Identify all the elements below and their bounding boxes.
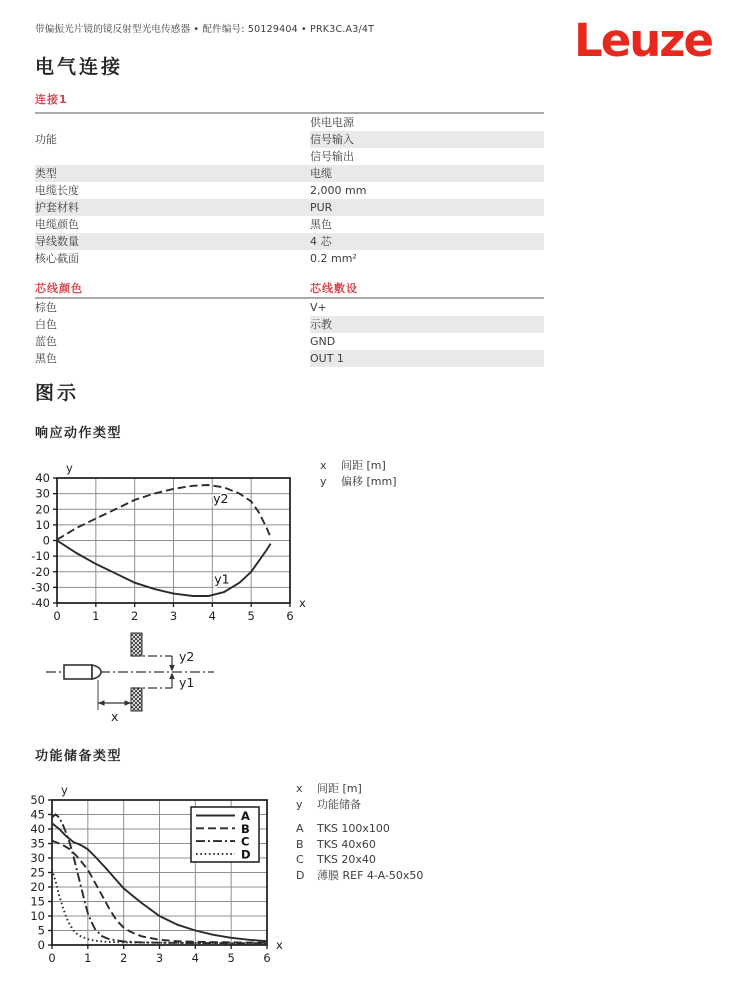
svg-text:40: 40: [35, 471, 50, 485]
svg-text:D: D: [241, 847, 251, 862]
svg-text:y1: y1: [214, 571, 230, 587]
table-row: [35, 165, 544, 182]
wire-assignment: 示教: [310, 316, 544, 333]
connection-table: [35, 112, 544, 267]
legend-item: y 功能储备: [296, 797, 361, 811]
svg-text:-30: -30: [31, 580, 50, 595]
sensor-symbol: [64, 665, 101, 679]
chart-function-reserve: [20, 778, 325, 978]
chart-response-behavior: [25, 450, 340, 622]
svg-text:1: 1: [92, 609, 100, 622]
row-value: 信号输入: [310, 131, 544, 148]
svg-text:45: 45: [30, 807, 45, 822]
wire-color: 白色: [35, 318, 57, 331]
wire-assignment-header: 芯线敷设: [310, 282, 358, 295]
upper-reflector-symbol: [131, 633, 142, 656]
legend-item: y 偏移 [mm]: [320, 474, 397, 488]
row-label: 类型: [35, 165, 310, 182]
wire-color-header: 芯线颜色: [35, 282, 83, 295]
svg-text:A: A: [241, 809, 250, 823]
svg-text:x: x: [299, 596, 306, 610]
lower-offset-dimension: [131, 673, 175, 689]
svg-text:C: C: [241, 834, 250, 849]
row-label: 核心截面: [35, 250, 310, 267]
row-value: 信号输出: [310, 150, 354, 163]
row-label: 电缆长度: [35, 182, 310, 199]
beam-geometry-schematic: [40, 623, 260, 733]
svg-text:3: 3: [169, 609, 178, 622]
table-row: [35, 233, 544, 250]
section-title-electrical: 电气连接: [35, 56, 124, 78]
table-row: [35, 216, 544, 233]
svg-text:6: 6: [263, 951, 271, 965]
svg-text:10: 10: [30, 909, 45, 923]
svg-text:2: 2: [131, 609, 139, 622]
upper-offset-label: y2: [179, 649, 195, 664]
wire-table: [35, 297, 544, 367]
row-value: PUR: [310, 199, 544, 216]
row-label: 护套材料: [35, 199, 310, 216]
svg-text:5: 5: [247, 609, 255, 622]
svg-text:5: 5: [227, 951, 235, 965]
svg-text:35: 35: [30, 836, 45, 851]
lower-offset-label: y1: [179, 675, 195, 690]
table-row: [35, 182, 544, 199]
svg-text:30: 30: [35, 486, 50, 501]
row-value: 0.2 mm²: [310, 252, 357, 265]
table-row: [35, 113, 544, 131]
svg-text:3: 3: [155, 951, 164, 965]
svg-text:15: 15: [30, 894, 45, 909]
wire-color: 棕色: [35, 301, 57, 314]
legend-item: A TKS 100x100: [296, 822, 390, 835]
table-row: [35, 298, 544, 316]
svg-text:5: 5: [37, 923, 45, 938]
svg-text:1: 1: [84, 951, 92, 965]
svg-text:4: 4: [208, 609, 216, 622]
legend-item: D 薄膜 REF 4-A-50x50: [296, 868, 424, 882]
svg-text:y: y: [61, 783, 68, 797]
row-value: 供电电源: [310, 116, 354, 129]
table-row: [35, 199, 544, 216]
legend-item: C TKS 20x40: [296, 853, 376, 866]
legend-item: x 间距 [m]: [296, 782, 362, 795]
svg-text:40: 40: [30, 822, 45, 836]
chart1-axis-legend: [320, 458, 397, 489]
svg-text:-40: -40: [31, 596, 50, 610]
row-label: 功能: [35, 113, 310, 165]
svg-text:-20: -20: [31, 564, 50, 579]
row-value: 4 芯: [310, 233, 544, 250]
wire-assignment: OUT 1: [310, 350, 544, 367]
row-value: 2,000 mm: [310, 184, 367, 197]
table-row: [35, 250, 544, 267]
svg-text:20: 20: [35, 502, 50, 517]
table-row: [35, 350, 544, 367]
svg-text:2: 2: [120, 951, 128, 965]
table-row: [35, 316, 544, 333]
row-label: 电缆颜色: [35, 216, 310, 233]
svg-text:25: 25: [30, 865, 45, 880]
svg-text:-10: -10: [31, 549, 50, 564]
svg-text:y: y: [66, 461, 73, 475]
chart2-title: 功能储备类型: [35, 749, 123, 764]
wire-assignment: V+: [310, 301, 327, 314]
distance-dimension: [98, 680, 131, 710]
svg-text:B: B: [241, 821, 250, 836]
row-value: 黑色: [310, 218, 332, 231]
svg-text:0: 0: [42, 533, 50, 548]
svg-text:6: 6: [286, 609, 294, 622]
leuze-logo: Leuze: [574, 14, 712, 67]
svg-text:20: 20: [30, 880, 45, 894]
upper-offset-dimension: [131, 656, 175, 672]
connection-label: 连接1: [35, 93, 68, 106]
chart2-legend: [296, 781, 423, 883]
svg-text:0: 0: [53, 609, 61, 622]
distance-label: x: [111, 709, 119, 724]
legend-item: B TKS 40x60: [296, 837, 376, 851]
svg-text:0: 0: [37, 938, 45, 952]
svg-text:x: x: [276, 938, 283, 952]
svg-text:30: 30: [30, 851, 45, 865]
row-label: 导线数量: [35, 233, 310, 250]
wire-color: 黑色: [35, 352, 57, 365]
wire-assignment: GND: [310, 335, 336, 348]
row-value: 电缆: [310, 165, 544, 182]
svg-text:4: 4: [191, 951, 199, 965]
document-header-line: 带偏振光片镜的镜反射型光电传感器 • 配件编号: 50129404 • PRK3C.A3/4T: [35, 24, 375, 35]
svg-text:0: 0: [48, 951, 56, 965]
table-row: [35, 333, 544, 350]
wire-color: 蓝色: [35, 335, 57, 348]
svg-text:10: 10: [35, 517, 50, 532]
lower-reflector-symbol: [131, 688, 142, 711]
legend-item: x 间距 [m]: [320, 459, 386, 472]
chart1-title: 响应动作类型: [35, 426, 123, 441]
svg-text:y2: y2: [213, 491, 229, 506]
section-title-diagrams: 图示: [35, 382, 80, 404]
svg-text:50: 50: [30, 793, 45, 807]
